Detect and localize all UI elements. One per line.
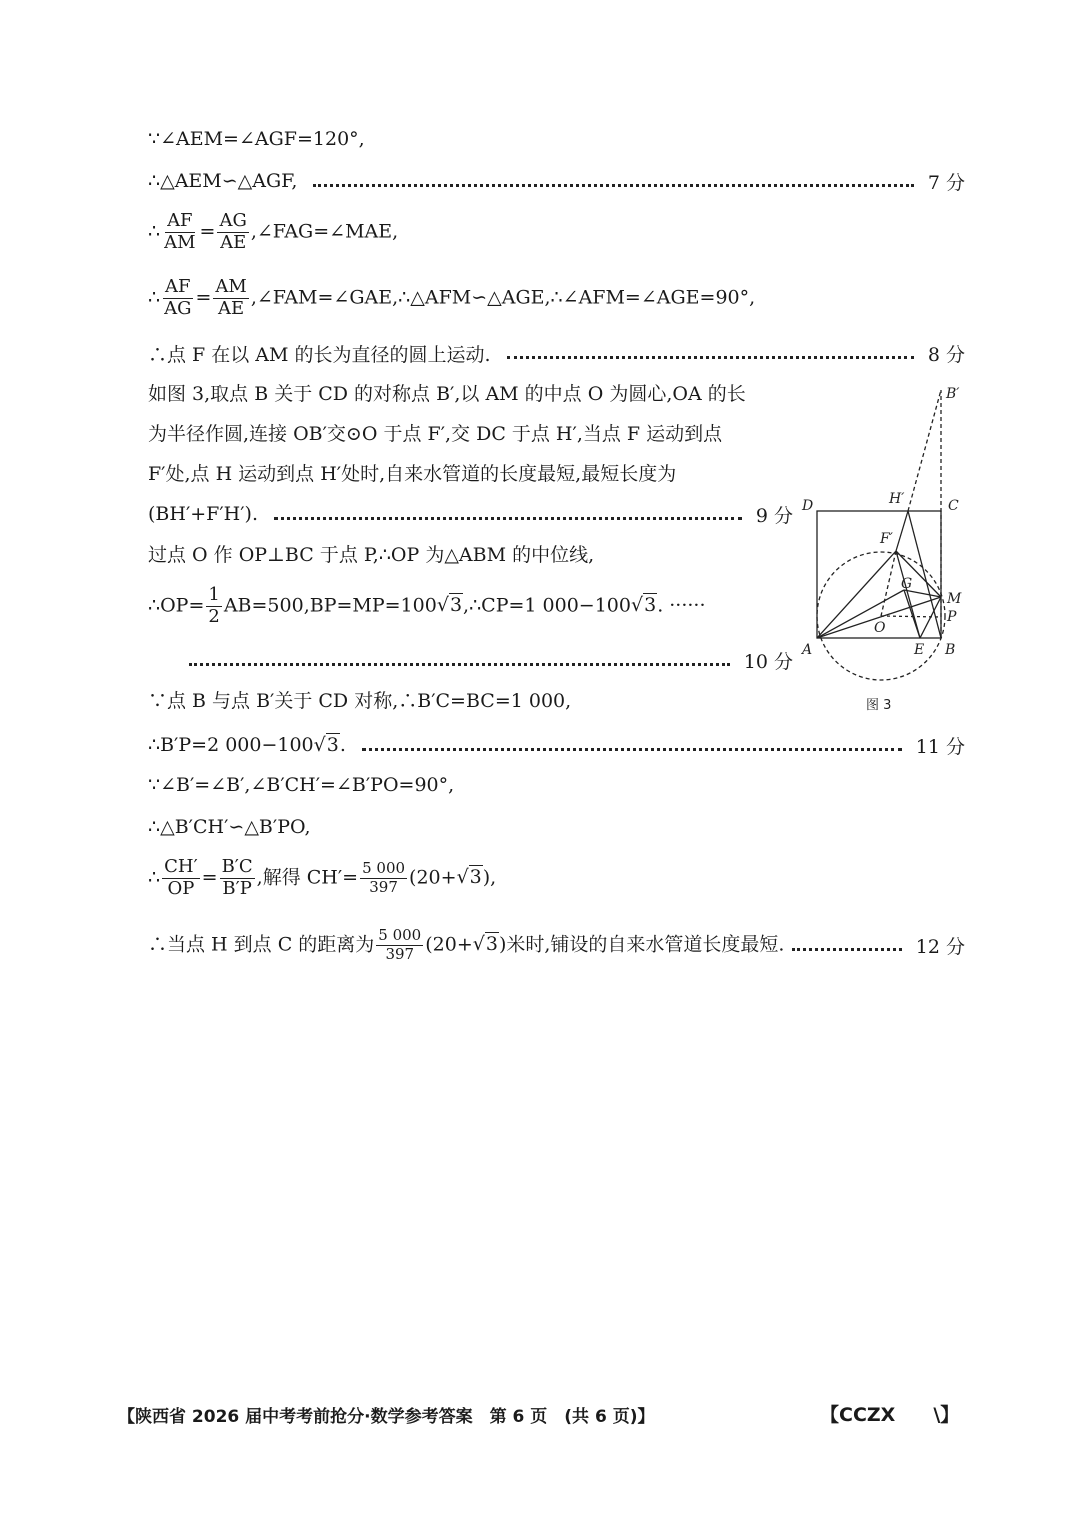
segment-h-prime-f-prime xyxy=(896,511,908,551)
line-text: . ······ xyxy=(657,594,706,617)
denominator: OP xyxy=(167,877,195,899)
label-h-prime: H′ xyxy=(889,491,905,507)
square-root: √3 xyxy=(313,734,339,756)
denominator: AE xyxy=(220,231,247,253)
equals: = xyxy=(201,866,218,889)
line-bp-length xyxy=(148,730,965,760)
line-text: ,解得 CH′= xyxy=(256,866,359,889)
line-text: . xyxy=(339,734,346,756)
line-similar-triangles-1 xyxy=(148,166,965,196)
line-text: ,∠FAG=∠MAE, xyxy=(250,220,399,243)
line-text: (20+ xyxy=(409,866,457,889)
denominator: AM xyxy=(164,231,196,253)
square-root: √3 xyxy=(436,594,463,617)
square-abcd xyxy=(817,511,941,638)
dot-leader xyxy=(274,517,742,520)
line-text: ), xyxy=(482,866,497,889)
therefore-symbol: ∴ xyxy=(148,286,161,309)
label-a: A xyxy=(802,642,813,658)
line-text xyxy=(148,734,346,756)
line-text: ,∠FAM=∠GAE,∴△AFM∽△AGE,∴∠AFM=∠AGE=90°, xyxy=(250,286,756,309)
dot-leader xyxy=(792,948,901,951)
line-final-answer xyxy=(148,925,965,963)
denominator: AE xyxy=(218,297,245,319)
score-mark: 9 分 xyxy=(755,504,793,527)
line-text: (20+ xyxy=(425,933,473,955)
dot-leader xyxy=(189,663,730,666)
label-p: P xyxy=(947,609,957,625)
radicand: 3 xyxy=(644,594,657,617)
geometry-figure xyxy=(800,380,980,720)
segment-g-e xyxy=(904,590,920,638)
fraction xyxy=(220,858,255,899)
line-text: ,∴CP=1 000−100 xyxy=(463,594,631,617)
footer-code: 【CCZX \】 xyxy=(820,1404,960,1426)
line-text: ∴OP= xyxy=(148,594,205,617)
line-angle-equality: ∵∠AEM=∠AGF=120°, xyxy=(148,128,365,150)
fraction xyxy=(162,858,200,899)
denominator: 397 xyxy=(369,877,398,896)
numerator: AM xyxy=(215,276,247,297)
para-line-5: 过点 O 作 OP⊥BC 于点 P,∴OP 为△ABM 的中位线, xyxy=(148,544,595,566)
score-mark: 8 分 xyxy=(927,343,965,366)
para-line-4 xyxy=(148,499,793,529)
numerator: AG xyxy=(219,210,247,231)
line-ch-solution xyxy=(148,858,496,899)
numerator: 1 xyxy=(208,584,220,605)
line-op-length xyxy=(148,586,706,627)
score-mark: 10 分 xyxy=(743,650,793,673)
dot-leader xyxy=(313,184,913,187)
line-angle-equality-2: ∵∠B′=∠B′,∠B′CH′=∠B′PO=90°, xyxy=(148,774,455,796)
denominator: 2 xyxy=(208,605,220,627)
line-ratio-2 xyxy=(148,278,755,319)
label-e: E xyxy=(914,642,925,658)
numerator: CH′ xyxy=(164,856,198,877)
radicand: 3 xyxy=(469,866,482,889)
para-line-3: F′处,点 H 运动到点 H′处时,自来水管道的长度最短,最短长度为 xyxy=(148,463,677,485)
numerator: AF xyxy=(167,210,193,231)
line-text: AB=500,BP=MP=100 xyxy=(223,594,437,617)
fraction xyxy=(213,278,248,319)
figure-caption: 图 3 xyxy=(866,698,892,713)
label-c: C xyxy=(948,498,959,514)
line-text: ∴B′P=2 000−100 xyxy=(148,734,314,756)
line-text: ∴点 F 在以 AM 的长为直径的圆上运动. xyxy=(148,343,491,366)
square-root: √3 xyxy=(472,933,498,955)
label-d: D xyxy=(802,498,814,514)
score-mark: 12 分 xyxy=(915,935,965,958)
therefore-symbol: ∴ xyxy=(148,220,161,243)
label-o: O xyxy=(874,620,886,636)
score-mark: 7 分 xyxy=(927,171,965,194)
line-text: ∴△AEM∽△AGF, xyxy=(148,170,298,192)
denominator: B′P xyxy=(222,877,252,899)
para-line-1: 如图 3,取点 B 关于 CD 的对称点 B′,以 AM 的中点 O 为圆心,OA 的长 xyxy=(148,383,746,405)
fraction xyxy=(162,212,197,253)
fraction xyxy=(217,212,248,253)
numerator: 5 000 xyxy=(362,859,406,878)
equals: = xyxy=(199,220,216,243)
radicand: 3 xyxy=(326,734,339,756)
dot-leader xyxy=(507,356,914,359)
radicand: 3 xyxy=(485,933,498,955)
label-b: B xyxy=(945,642,956,658)
numerator: 5 000 xyxy=(378,925,422,944)
square-root: √3 xyxy=(456,866,482,889)
footer-source: 【陕西省 2026 届中考考前抢分·数学参考答案 第 6 页 (共 6 页)】 xyxy=(118,1407,655,1427)
line-symmetry: ∵点 B 与点 B′关于 CD 对称,∴B′C=BC=1 000, xyxy=(148,690,572,712)
line-text: )米时,铺设的自来水管道长度最短. xyxy=(498,933,785,955)
line-text xyxy=(148,925,785,963)
line-similar-triangles-2: ∴△B′CH′∽△B′PO, xyxy=(148,816,311,838)
label-g: G xyxy=(901,576,913,592)
line-ratio-1 xyxy=(148,212,398,253)
score-mark: 11 分 xyxy=(915,735,965,758)
label-f-prime: F′ xyxy=(880,531,893,547)
segment-f-prime-o xyxy=(881,551,896,616)
square-root: √3 xyxy=(630,594,657,617)
segment-h-prime-b xyxy=(908,511,941,638)
line-circle-locus xyxy=(148,338,965,368)
line-op-score xyxy=(175,645,793,675)
segment-h-prime-b-prime xyxy=(908,390,941,511)
line-text: (BH′+F′H′). xyxy=(148,503,259,525)
equals: = xyxy=(195,286,212,309)
para-line-2: 为半径作圆,连接 OB′交⊙O 于点 F′,交 DC 于点 H′,当点 F 运动到点 xyxy=(148,423,723,445)
numerator: AF xyxy=(165,276,191,297)
fraction xyxy=(206,586,221,627)
line-text: ∴当点 H 到点 C 的距离为 xyxy=(148,933,375,955)
fraction xyxy=(360,861,407,896)
denominator: 397 xyxy=(385,944,415,963)
radicand: 3 xyxy=(449,594,463,617)
label-b-prime: B′ xyxy=(946,386,960,402)
numerator: B′C xyxy=(221,856,253,877)
segment-o-p xyxy=(881,616,941,617)
label-m: M xyxy=(947,591,962,607)
fraction xyxy=(376,925,423,963)
fraction xyxy=(162,278,193,319)
denominator: AG xyxy=(164,297,192,319)
therefore-symbol: ∴ xyxy=(148,866,161,889)
dot-leader xyxy=(362,748,902,751)
